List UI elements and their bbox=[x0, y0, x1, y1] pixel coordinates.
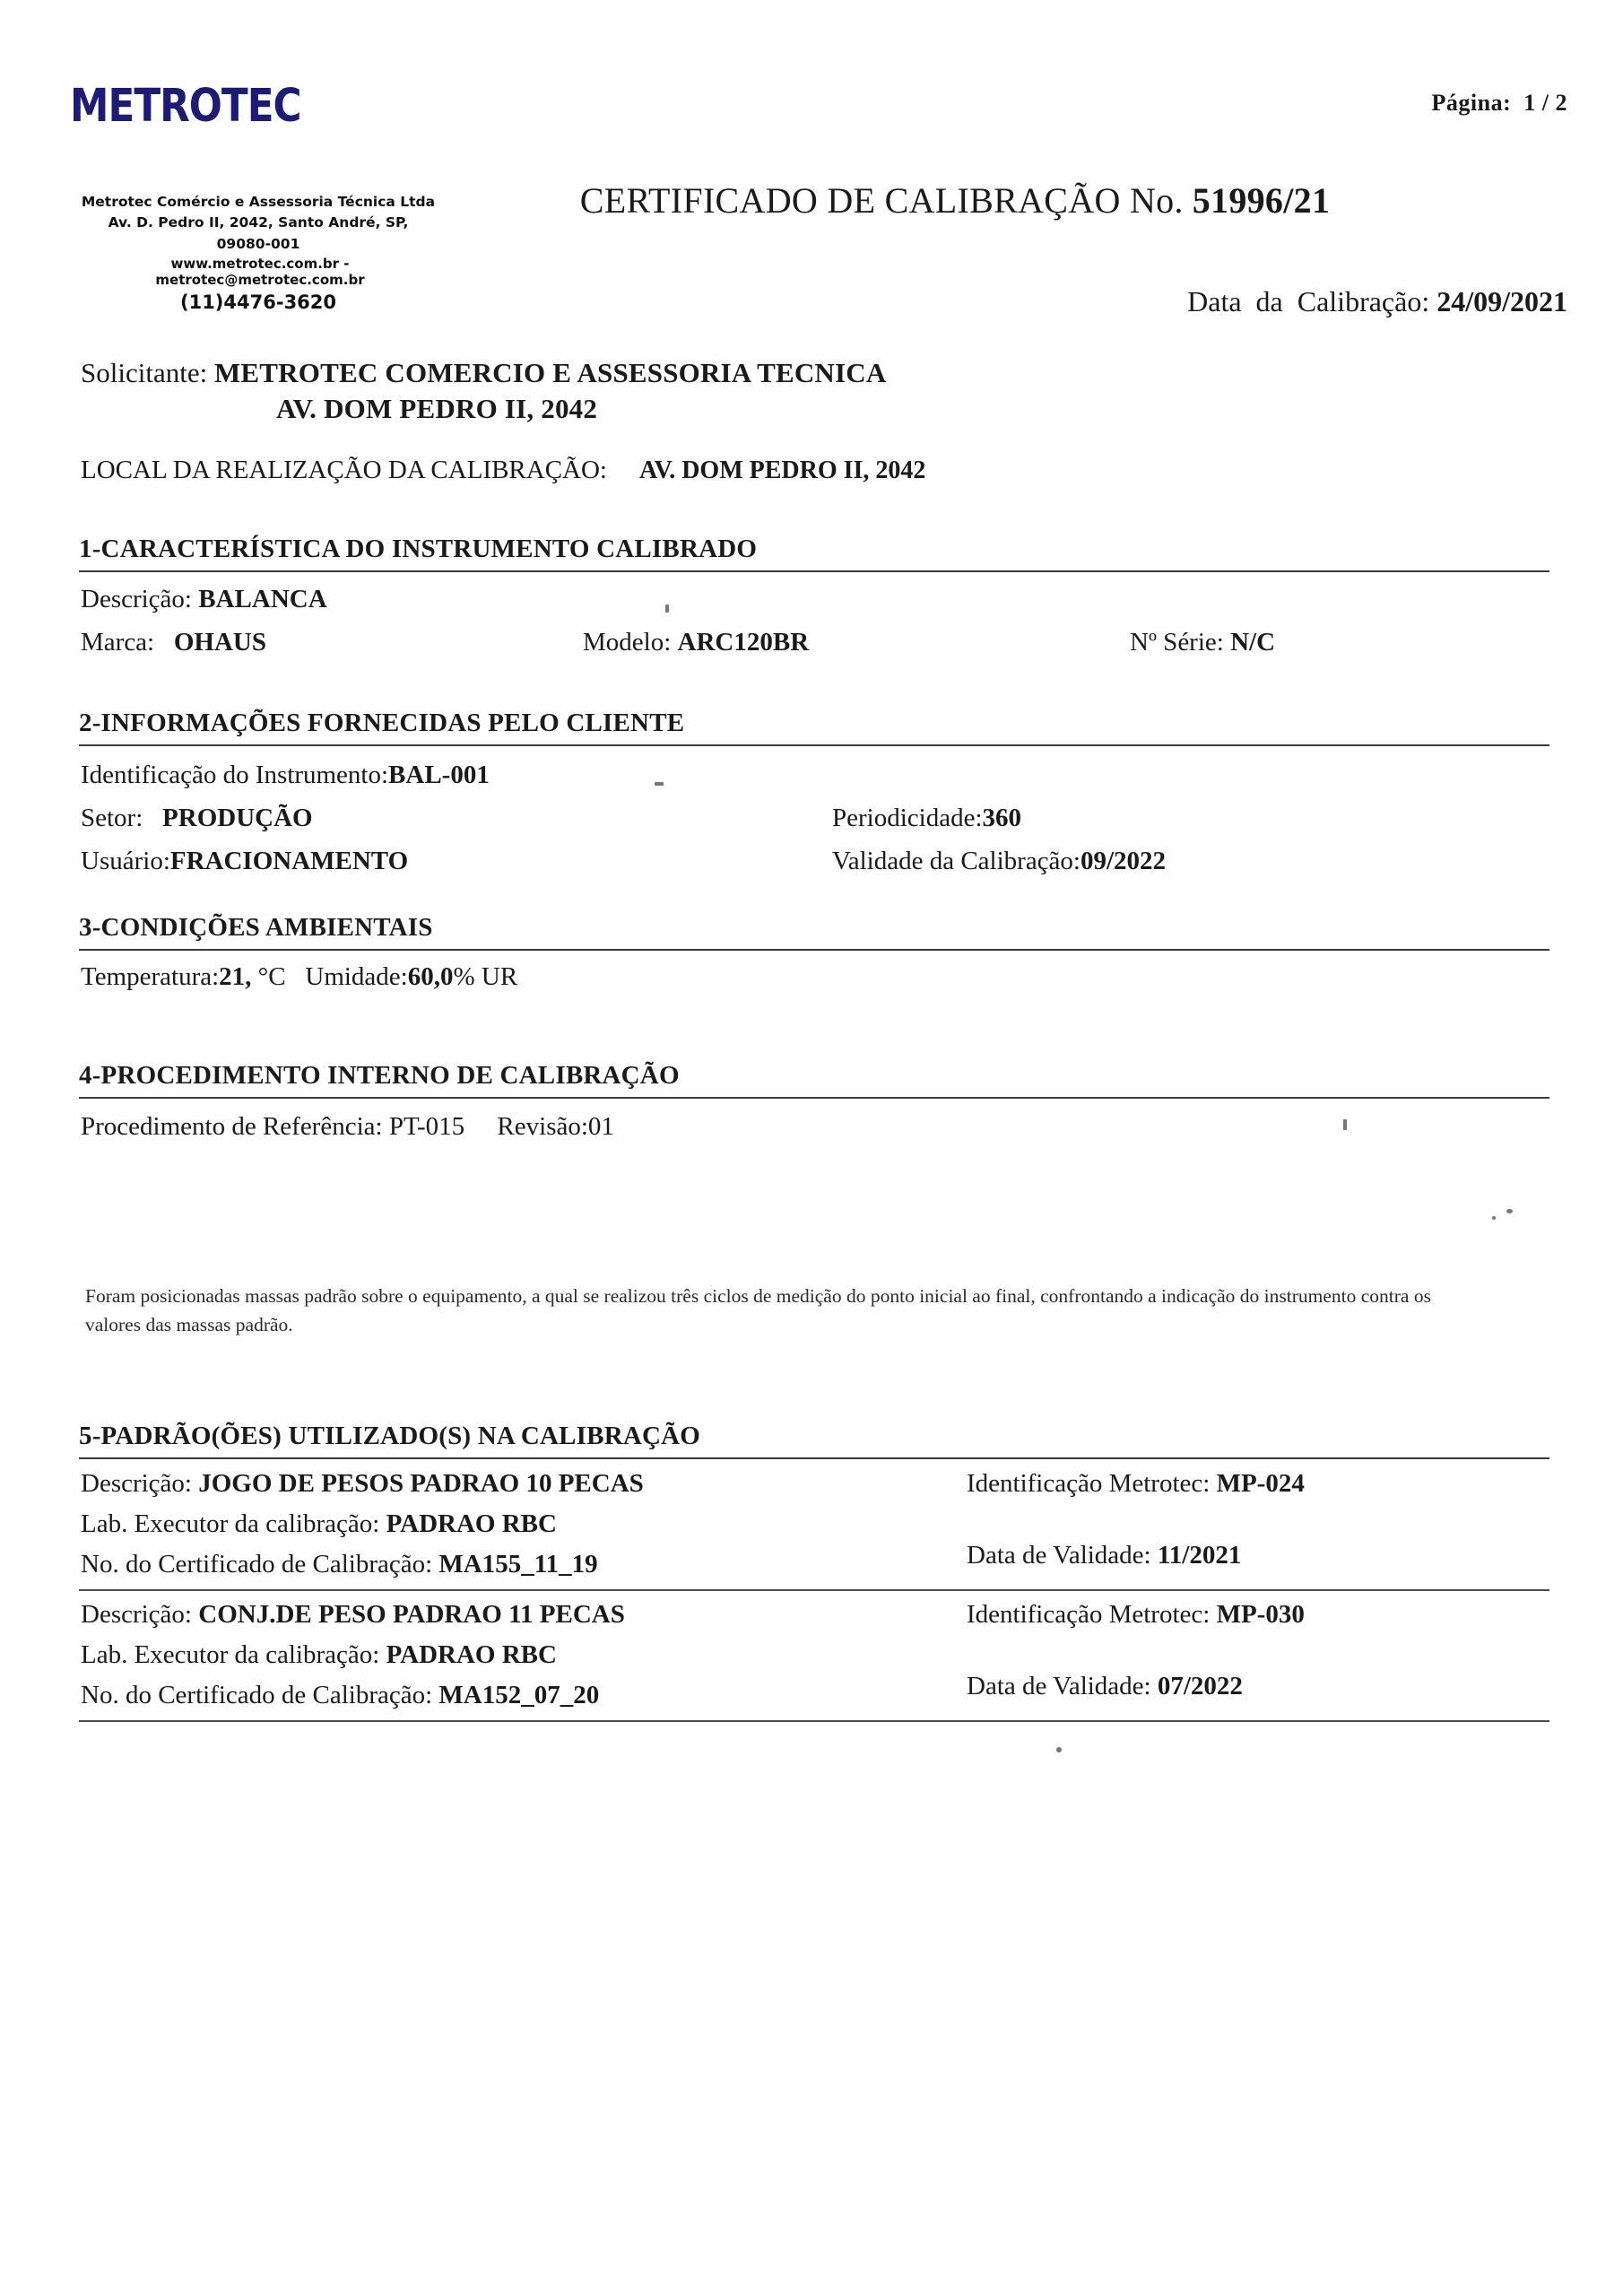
standard-validade-label: Data de Validade: bbox=[967, 1672, 1151, 1700]
descricao-value: BALANCA bbox=[198, 585, 327, 613]
marca-label: Marca: bbox=[81, 628, 155, 657]
section2-validade-row bbox=[832, 847, 1166, 876]
scan-artifact-1 bbox=[1343, 1119, 1347, 1130]
standard-lab-value: PADRAO RBC bbox=[386, 1509, 557, 1538]
usuario-label: Usuário: bbox=[81, 847, 170, 875]
document-header bbox=[0, 0, 1623, 317]
calibration-location bbox=[81, 456, 925, 485]
identificacao-instrumento-label: Identificação do Instrumento: bbox=[81, 761, 389, 789]
umidade-value: 60,0 bbox=[407, 962, 454, 991]
identificacao-instrumento-value: BAL-001 bbox=[388, 761, 490, 789]
section2-periodicidade-row bbox=[832, 804, 1021, 833]
standard-certificado-value: MA152_07_20 bbox=[438, 1681, 600, 1709]
descricao-label: Descrição: bbox=[81, 585, 192, 613]
section1-modelo-row bbox=[583, 628, 809, 657]
standard-validade-value: 11/2021 bbox=[1157, 1541, 1242, 1570]
standard-1-certificado bbox=[81, 1550, 598, 1579]
standard-identificacao-label: Identificação Metrotec: bbox=[967, 1469, 1211, 1498]
section1-descricao-row bbox=[81, 585, 327, 614]
section2-setor-row bbox=[81, 804, 313, 833]
scan-artifact-3 bbox=[1492, 1216, 1496, 1220]
usuario-value: FRACIONAMENTO bbox=[169, 847, 409, 875]
standard-descricao-value: CONJ.DE PESO PADRAO 11 PECAS bbox=[198, 1600, 625, 1629]
company-web-contact: www.metrotec.com.br - metrotec@metrotec.com.br bbox=[155, 256, 365, 288]
validade-calibracao-label: Validade da Calibração: bbox=[832, 847, 1081, 875]
metrotec-logo: METROTEC bbox=[70, 79, 301, 133]
modelo-value: ARC120BR bbox=[677, 628, 810, 657]
revisao-value: 01 bbox=[587, 1112, 614, 1141]
calibration-date bbox=[1187, 285, 1567, 318]
periodicidade-label: Periodicidade: bbox=[832, 804, 983, 832]
section1-serie-row bbox=[1130, 628, 1275, 657]
standard-lab-label: Lab. Executor da calibração: bbox=[81, 1640, 380, 1669]
section2-usuario-row bbox=[81, 847, 408, 876]
page-indicator bbox=[1432, 90, 1567, 117]
scan-artifact-2 bbox=[1506, 1209, 1513, 1213]
standard-certificado-label: No. do Certificado de Calibração: bbox=[81, 1550, 433, 1578]
requester-address: AV. DOM PEDRO II, 2042 bbox=[276, 392, 598, 424]
temperatura-label: Temperatura: bbox=[81, 962, 220, 991]
standard-validade-label: Data de Validade: bbox=[967, 1541, 1151, 1570]
requester-block bbox=[81, 355, 886, 426]
standard-1-lab bbox=[81, 1509, 557, 1539]
section3-heading: 3-CONDIÇÕES AMBIENTAIS bbox=[79, 913, 1549, 951]
requester-name: METROTEC COMERCIO E ASSESSORIA TECNICA bbox=[213, 357, 887, 388]
standard-validade-value: 07/2022 bbox=[1157, 1672, 1243, 1700]
section1-heading: 1-CARACTERÍSTICA DO INSTRUMENTO CALIBRADO bbox=[79, 535, 1549, 572]
section2-identificacao-row bbox=[81, 761, 490, 790]
standard-2-descricao bbox=[81, 1600, 625, 1630]
company-address: Av. D. Pedro II, 2042, Santo André, SP, 09080-001 bbox=[108, 214, 409, 252]
scan-artifact-4 bbox=[665, 604, 669, 613]
setor-label: Setor: bbox=[81, 804, 143, 832]
company-phone: (11)4476-3620 bbox=[179, 291, 337, 313]
procedimento-label: Procedimento de Referência: bbox=[81, 1112, 383, 1141]
calibration-date-label: Data da Calibração: bbox=[1187, 285, 1430, 317]
standard-divider-2 bbox=[79, 1720, 1549, 1722]
temperatura-unit: °C bbox=[257, 962, 286, 991]
calibration-location-value: AV. DOM PEDRO II, 2042 bbox=[638, 457, 926, 484]
certificate-number: 51996/21 bbox=[1192, 180, 1331, 221]
standard-lab-label: Lab. Executor da calibração: bbox=[81, 1509, 380, 1538]
standard-lab-value: PADRAO RBC bbox=[386, 1640, 557, 1669]
company-name: Metrotec Comércio e Assessoria Técnica Ltda bbox=[81, 194, 436, 210]
periodicidade-value: 360 bbox=[982, 804, 1022, 832]
serie-value: N/C bbox=[1230, 628, 1276, 657]
page-label: Página: bbox=[1431, 90, 1512, 116]
serie-label: Nº Série: bbox=[1130, 628, 1224, 657]
page-value: 1 / 2 bbox=[1523, 90, 1567, 116]
umidade-unit: % UR bbox=[453, 962, 518, 991]
setor-value: PRODUÇÃO bbox=[162, 804, 313, 832]
standard-descricao-label: Descrição: bbox=[81, 1600, 192, 1629]
standard-descricao-value: JOGO DE PESOS PADRAO 10 PECAS bbox=[198, 1469, 644, 1498]
section1-marca-row bbox=[81, 628, 266, 657]
requester-label: Solicitante: bbox=[81, 357, 208, 388]
standard-identificacao-value: MP-024 bbox=[1216, 1469, 1305, 1498]
section2-heading: 2-INFORMAÇÕES FORNECIDAS PELO CLIENTE bbox=[79, 709, 1549, 746]
standard-identificacao-value: MP-030 bbox=[1216, 1600, 1305, 1629]
scan-artifact-6 bbox=[1056, 1747, 1062, 1752]
validade-calibracao-value: 09/2022 bbox=[1081, 847, 1167, 875]
calibration-method-text: Foram posicionadas massas padrão sobre o equipamento, a qual se realizou três ciclos de medição do ponto inicial ao final, confrontando a indicação do instrumento contra os valores das massas padrão. bbox=[85, 1285, 1431, 1335]
procedimento-value: PT-015 bbox=[388, 1112, 465, 1141]
standard-descricao-label: Descrição: bbox=[81, 1469, 192, 1498]
standard-2-lab bbox=[81, 1640, 557, 1670]
standard-identificacao-label: Identificação Metrotec: bbox=[967, 1600, 1211, 1629]
calibration-location-label: LOCAL DA REALIZAÇÃO DA CALIBRAÇÃO: bbox=[81, 456, 607, 484]
section3-ambient-row bbox=[81, 962, 517, 992]
section4-procedimento-row bbox=[81, 1112, 614, 1142]
certificate-title bbox=[0, 179, 1623, 222]
standard-1-descricao bbox=[81, 1469, 644, 1499]
section4-heading: 4-PROCEDIMENTO INTERNO DE CALIBRAÇÃO bbox=[79, 1061, 1549, 1099]
scan-artifact-5 bbox=[655, 782, 664, 786]
calibration-date-value: 24/09/2021 bbox=[1436, 285, 1567, 317]
standard-divider-1 bbox=[79, 1589, 1549, 1591]
marca-value: OHAUS bbox=[173, 628, 267, 657]
standard-certificado-value: MA155_11_19 bbox=[438, 1550, 598, 1578]
umidade-label: Umidade: bbox=[305, 962, 408, 991]
section5-heading: 5-PADRÃO(ÕES) UTILIZADO(S) NA CALIBRAÇÃO bbox=[79, 1422, 1549, 1459]
standard-2-certificado bbox=[81, 1681, 599, 1710]
temperatura-value: 21, bbox=[219, 962, 252, 991]
modelo-label: Modelo: bbox=[583, 628, 672, 657]
certificate-title-text: CERTIFICADO DE CALIBRAÇÃO No. bbox=[579, 180, 1184, 221]
standard-certificado-label: No. do Certificado de Calibração: bbox=[81, 1681, 433, 1709]
standard-1-validade bbox=[967, 1541, 1241, 1570]
revisao-label: Revisão: bbox=[497, 1112, 588, 1141]
standard-2-identificacao bbox=[967, 1600, 1305, 1630]
standard-2-validade bbox=[967, 1672, 1243, 1701]
standard-1-identificacao bbox=[967, 1469, 1305, 1499]
